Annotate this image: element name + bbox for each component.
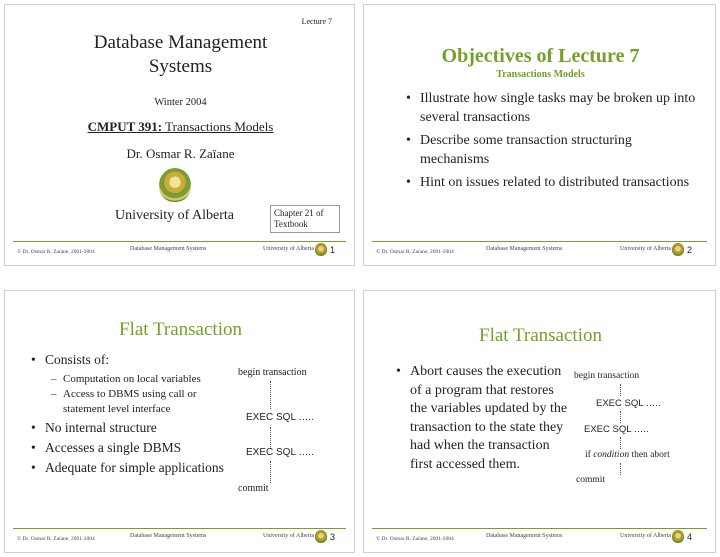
diagram-connector (270, 381, 271, 409)
footer-dbms: Database Management Systems (486, 533, 563, 539)
diagram-connector (620, 437, 621, 449)
diagram-exec-2: EXEC SQL ….. (584, 424, 649, 435)
chapter-box (270, 205, 340, 233)
slide-title (5, 31, 355, 79)
slide-title: Objectives of Lecture 7 (441, 45, 640, 67)
bullet-item: • Adequate for simple applications (31, 459, 236, 477)
diagram-connector (620, 384, 621, 396)
objectives-list (406, 89, 696, 192)
diagram-exec-1: EXEC SQL ….. (246, 412, 314, 423)
slide-1 (4, 4, 355, 266)
content-list (396, 363, 568, 474)
university-crest-icon (159, 168, 191, 202)
slide-title: Flat Transaction (119, 319, 242, 340)
diagram-begin: begin transaction (238, 367, 307, 378)
bullet-item: • No internal structure (31, 419, 236, 437)
footer-logo-icon (315, 243, 327, 256)
diagram-if-condition: if condition then abort (585, 450, 670, 460)
footer-copyright: © Dr. Osmar R. Zaïane, 2001-2004 (376, 536, 454, 542)
footer-dbms: Database Management Systems (486, 246, 563, 252)
slide-footer (5, 526, 354, 552)
footer-logo-icon (315, 530, 327, 543)
diagram-exec-1: EXEC SQL ….. (596, 398, 661, 409)
chapter-line-2: Textbook (274, 219, 308, 229)
footer-logo-icon (672, 530, 684, 543)
diagram-connector (620, 411, 621, 423)
sub-item: – Access to DBMS using call or statement level interface (51, 387, 236, 417)
course-name: Transactions Models (162, 119, 274, 134)
objective-item: • Describe some transaction structuring mechanisms (406, 131, 696, 169)
diagram-connector (620, 463, 621, 475)
slide-title: Flat Transaction (479, 325, 602, 346)
footer-university: University of Alberta (263, 246, 314, 252)
bullet-consists (31, 351, 236, 417)
footer-copyright: © Dr. Osmar R. Zaïane, 2001-2004 (376, 249, 454, 255)
author: Dr. Osmar R. Zaïane (126, 146, 235, 161)
course-line (5, 119, 355, 135)
content-list (31, 351, 236, 477)
term: Winter 2004 (154, 97, 207, 108)
page-number: 4 (687, 532, 693, 542)
footer-university: University of Alberta (620, 246, 671, 252)
bullet-text: Consists of: (45, 352, 110, 367)
diagram-begin: begin transaction (574, 371, 640, 381)
slide-footer (5, 239, 354, 265)
diagram-connector (270, 461, 271, 483)
slide-4 (363, 290, 716, 553)
footer-copyright: © Dr. Osmar R. Zaïane, 2001-2004 (17, 536, 95, 542)
footer-copyright: © Dr. Osmar R. Zaïane, 2001-2004 (17, 249, 95, 255)
footer-university: University of Alberta (620, 533, 671, 539)
slide-3 (4, 290, 355, 553)
footer-logo-icon (672, 243, 684, 256)
slide-2 (363, 4, 716, 266)
chapter-line-1: Chapter 21 of (274, 208, 324, 218)
diagram-commit: commit (576, 475, 606, 485)
slide-footer (364, 239, 715, 265)
lecture-label: Lecture 7 (301, 17, 332, 26)
footer-dbms: Database Management Systems (130, 246, 207, 252)
diagram-commit: commit (238, 483, 269, 494)
title-line-2: Systems (148, 56, 213, 77)
title-line-1: Database Management (93, 32, 268, 53)
bullet-item: • Accesses a single DBMS (31, 439, 236, 457)
course-code: CMPUT 391: (87, 119, 163, 134)
objective-item: • Hint on issues related to distributed transactions (406, 173, 696, 192)
diagram-exec-2: EXEC SQL ….. (246, 447, 314, 458)
diagram-connector (270, 427, 271, 449)
sub-item: – Computation on local variables (51, 372, 236, 387)
page-number: 3 (330, 532, 336, 542)
footer-dbms: Database Management Systems (130, 533, 207, 539)
university-name: University of Alberta (115, 208, 234, 223)
objective-item: • Illustrate how single tasks may be broken up into several transactions (406, 89, 696, 127)
slide-footer (364, 526, 715, 552)
condition-text: condition (593, 450, 630, 460)
bullet-item: • Abort causes the execution of a program that restores the variables updated by the transaction to the state they had when the transaction first accessed them. (396, 363, 568, 474)
slide-subtitle: Transactions Models (496, 69, 585, 80)
page-number: 2 (687, 245, 693, 255)
page-number: 1 (330, 245, 336, 255)
footer-university: University of Alberta (263, 533, 314, 539)
